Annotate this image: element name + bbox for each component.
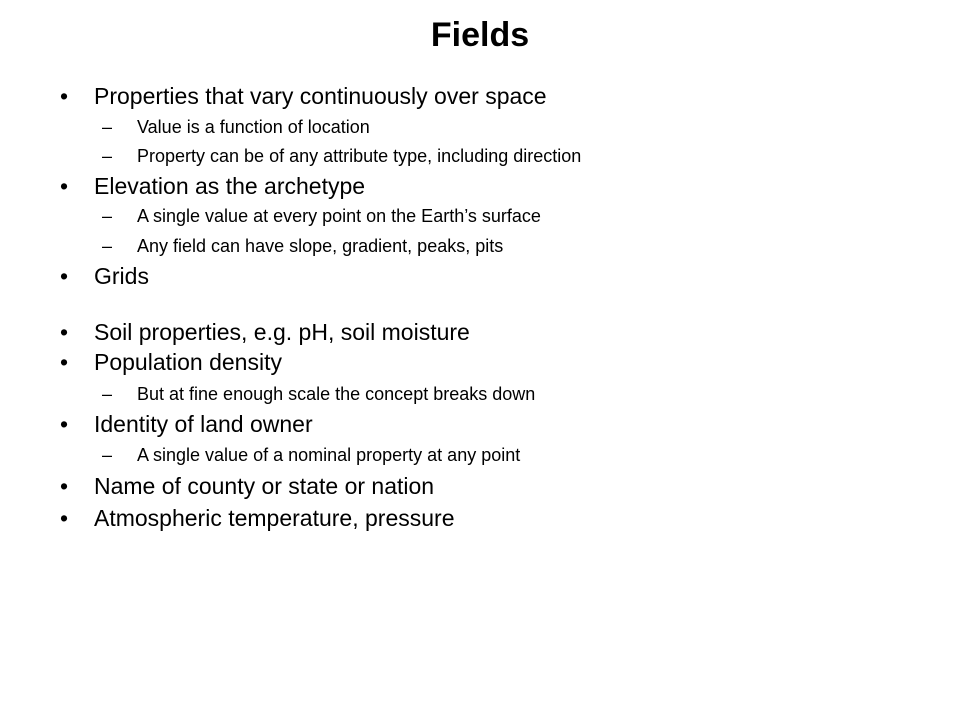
sub-bullet-marker: – (102, 384, 113, 404)
bullet-text: Elevation as the archetype (94, 173, 366, 199)
bullet-marker: • (60, 505, 69, 531)
sub-bullet-text: Property can be of any attribute type, including direction (137, 146, 582, 166)
sub-bullet-marker: – (102, 206, 113, 226)
sub-bullet-marker: – (102, 445, 113, 465)
sub-bullet-text: But at fine enough scale the concept breaks down (137, 384, 536, 404)
bullet-text: Atmospheric temperature, pressure (94, 505, 455, 531)
bullet-text: Grids (94, 263, 149, 289)
sub-bullet-text: Value is a function of location (137, 117, 370, 137)
bullet-marker: • (60, 411, 69, 437)
slide-title: Fields (430, 16, 530, 54)
bullet-text: Name of county or state or nation (94, 473, 435, 499)
bullet-marker: • (60, 473, 69, 499)
bullet-marker: • (60, 83, 69, 109)
bullet-marker: • (60, 173, 69, 199)
bullet-marker: • (60, 349, 69, 375)
bullet-text: Identity of land owner (94, 411, 313, 437)
bullet-marker: • (60, 263, 69, 289)
sub-bullet-text: Any field can have slope, gradient, peaks, pits (137, 236, 504, 256)
sub-bullet-text: A single value at every point on the Earth’s surface (137, 206, 541, 226)
bullet-marker: • (60, 319, 69, 345)
sub-bullet-marker: – (102, 117, 113, 137)
bullet-text: Properties that vary continuously over space (94, 83, 547, 109)
sub-bullet-marker: – (102, 146, 113, 166)
bullet-text: Soil properties, e.g. pH, soil moisture (94, 319, 470, 345)
sub-bullet-text: A single value of a nominal property at any point (137, 445, 521, 465)
sub-bullet-marker: – (102, 236, 113, 256)
bullet-text: Population density (94, 349, 282, 375)
